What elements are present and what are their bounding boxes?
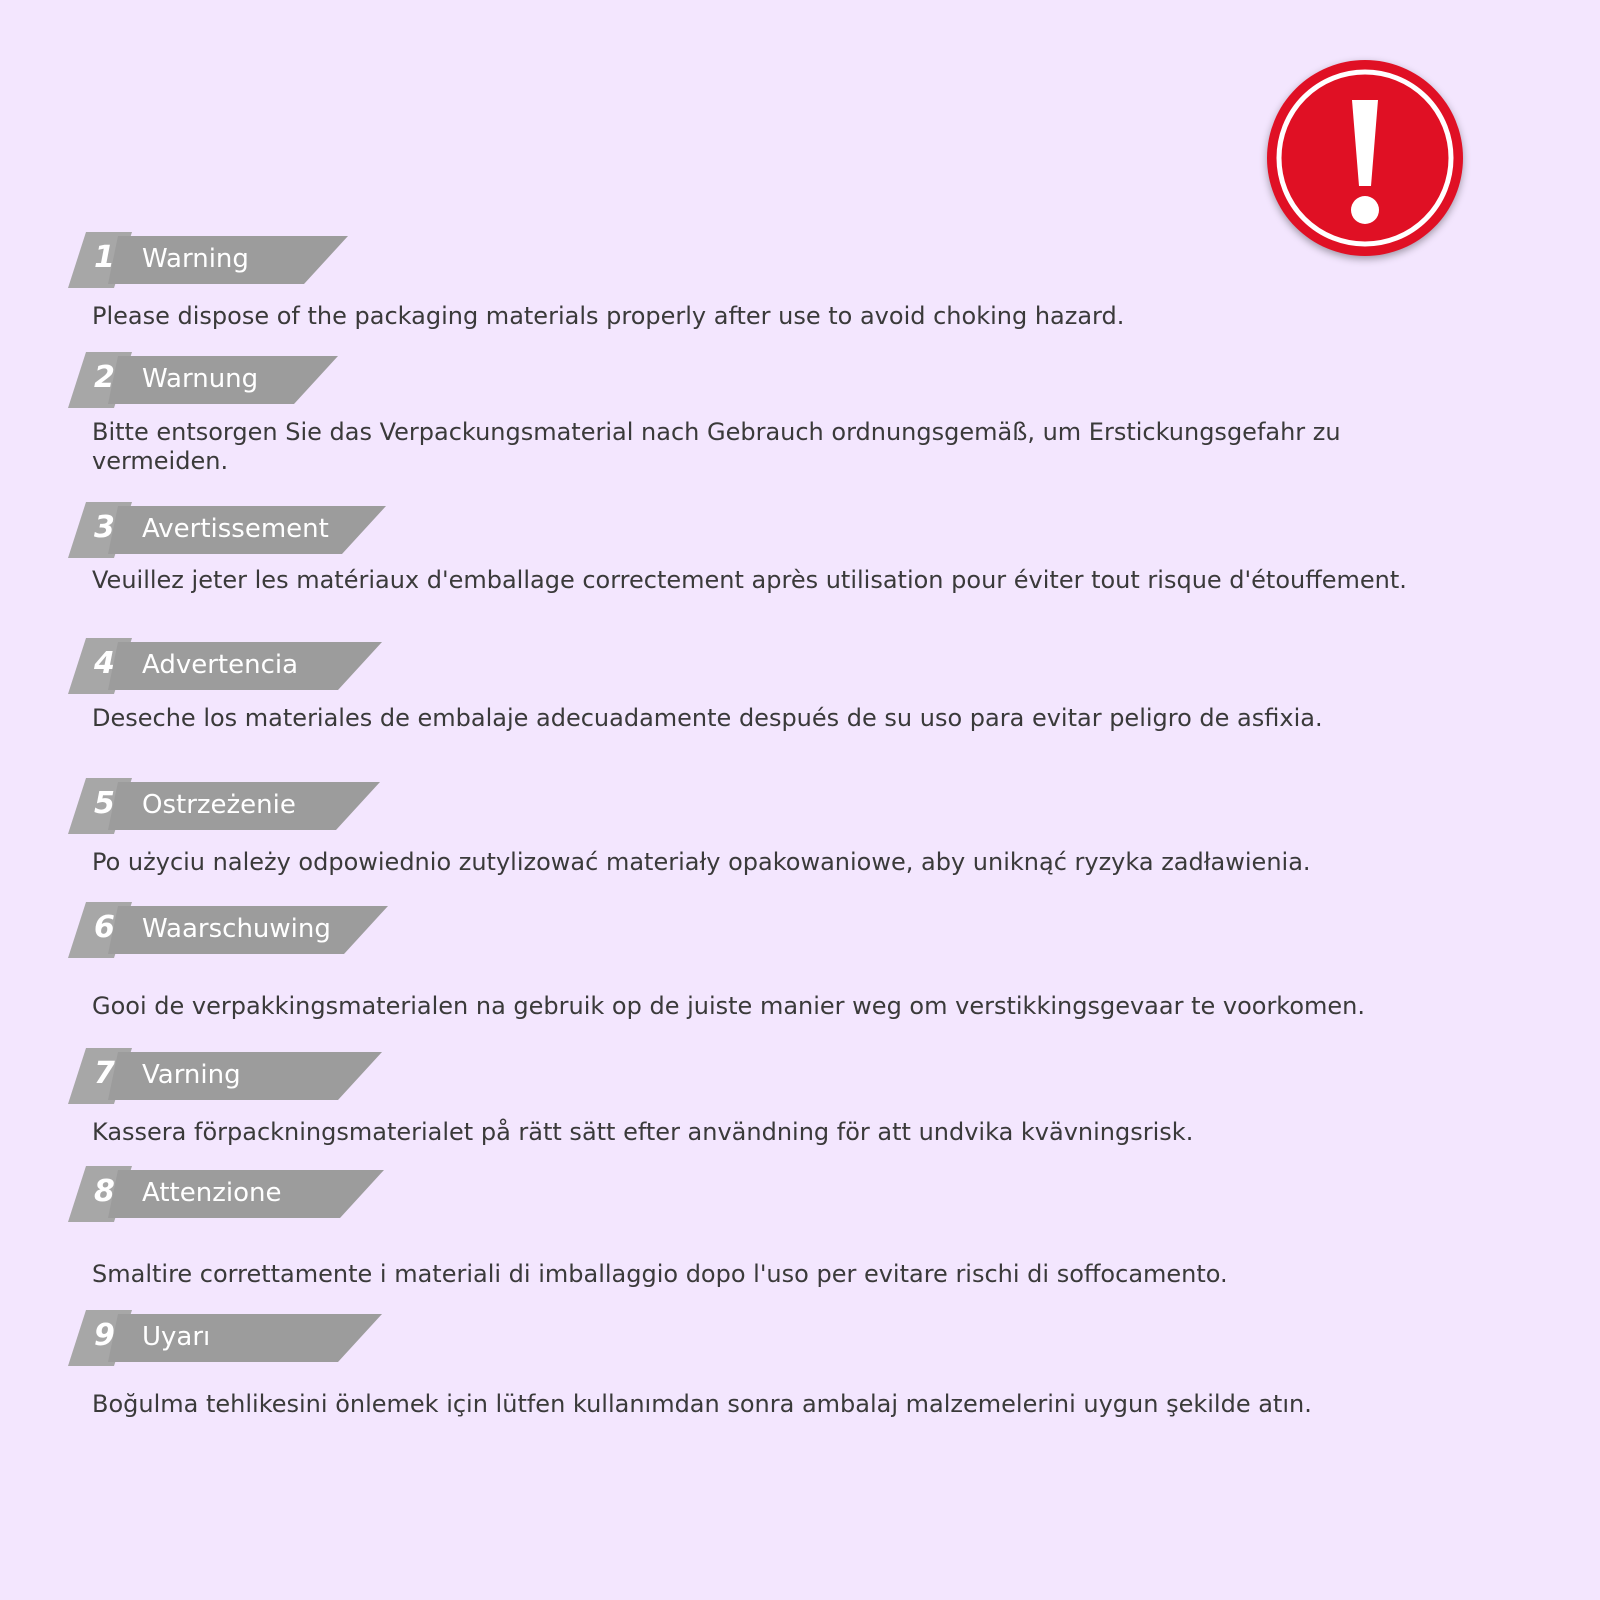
warning-text: Please dispose of the packaging materials properly after use to avoid choking hazard. xyxy=(92,302,1125,330)
warning-title: Waarschuwing xyxy=(142,914,331,944)
warning-number: 1 xyxy=(94,240,115,275)
exclamation-alert-icon xyxy=(1265,58,1465,258)
warning-title: Varning xyxy=(142,1060,241,1090)
warning-text: Kassera förpackningsmaterialet på rätt sätt efter användning för att undvika kvävningsrisk. xyxy=(92,1118,1194,1146)
warning-title: Warnung xyxy=(142,364,259,394)
warning-title: Warning xyxy=(142,244,249,274)
warning-number: 4 xyxy=(94,646,115,681)
warning-text: Deseche los materiales de embalaje adecuadamente después de su uso para evitar peligro de asfixia. xyxy=(92,704,1323,732)
warning-number: 9 xyxy=(94,1318,115,1353)
warning-number: 7 xyxy=(94,1056,115,1091)
warning-number: 6 xyxy=(94,910,115,945)
warning-text: Smaltire correttamente i materiali di imballaggio dopo l'uso per evitare rischi di soffocamento. xyxy=(92,1260,1228,1288)
warning-text: Bitte entsorgen Sie das Verpackungsmaterial nach Gebrauch ordnungsgemäß, um Erstickungsgefahr zu vermeiden. xyxy=(92,418,1341,475)
warning-text: Boğulma tehlikesini önlemek için lütfen kullanımdan sonra ambalaj malzemelerini uygun şekilde atın. xyxy=(92,1390,1312,1418)
warning-number: 5 xyxy=(94,786,115,821)
warning-number: 3 xyxy=(94,510,115,545)
warning-number: 2 xyxy=(94,360,115,395)
warning-text: Gooi de verpakkingsmaterialen na gebruik op de juiste manier weg om verstikkingsgevaar te voorkomen. xyxy=(92,992,1366,1020)
warning-text: Po użyciu należy odpowiednio zutylizować materiały opakowaniowe, aby uniknąć ryzyka zadławienia. xyxy=(92,848,1311,876)
warning-title: Advertencia xyxy=(142,650,299,680)
warning-text: Veuillez jeter les matériaux d'emballage correctement après utilisation pour éviter tout risque d'étouffement. xyxy=(92,566,1407,594)
warning-title: Uyarı xyxy=(142,1322,211,1352)
warning-number: 8 xyxy=(94,1174,115,1209)
warning-title: Ostrzeżenie xyxy=(142,790,296,820)
warning-title: Attenzione xyxy=(142,1178,282,1208)
warning-title: Avertissement xyxy=(142,514,329,544)
